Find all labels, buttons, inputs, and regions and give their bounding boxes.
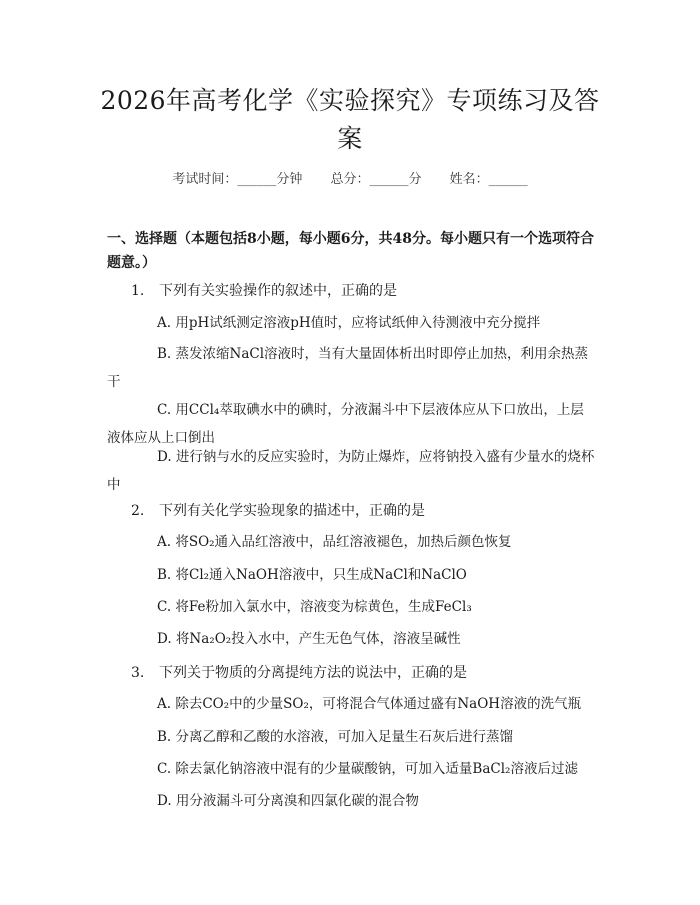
- question-number: 1.: [131, 283, 145, 299]
- question-stem: 下列有关实验操作的叙述中，正确的是: [159, 283, 397, 299]
- total-score-field: 总分：______分: [330, 172, 422, 187]
- question-3-option-d: D. 用分液漏斗可分离溴和四氯化碳的混合物: [157, 793, 419, 809]
- question-1-option-d: D. 进行钠与水的反应实验时，为防止爆炸，应将钠投入盛有少量水的烧杯中: [107, 449, 595, 493]
- question-1-option-c: C. 用CCl₄萃取碘水中的碘时，分液漏斗中下层液体应从下口放出，上层液体应从上口倒出: [107, 402, 584, 446]
- question-3-option-a: A. 除去CO₂中的少量SO₂，可将混合气体通过盛有NaOH溶液的洗气瓶: [157, 696, 582, 712]
- question-number: 3.: [131, 665, 145, 681]
- question-2-option-b: B. 将Cl₂通入NaOH溶液中，只生成NaCl和NaClO: [157, 567, 467, 583]
- question-3: [131, 662, 467, 682]
- question-1-option-a: A. 用pH试纸测定溶液pH值时，应将试纸伸入待测液中充分搅拌: [157, 315, 541, 331]
- student-name-field: 姓名：______: [449, 172, 528, 187]
- question-3-option-b: B. 分离乙醇和乙酸的水溶液，可加入足量生石灰后进行蒸馏: [157, 729, 514, 745]
- question-2-option-c: C. 将Fe粉加入氯水中，溶液变为棕黄色，生成FeCl₃: [157, 599, 472, 615]
- question-1: [131, 280, 397, 300]
- question-1-option-b: B. 蒸发浓缩NaCl溶液时，当有大量固体析出时即停止加热，利用余热蒸干: [107, 346, 589, 390]
- section-heading: 一、选择题（本题包括8小题，每小题6分，共48分。每小题只有一个选项符合题意。）: [107, 231, 594, 271]
- question-2-option-a: A. 将SO₂通入品红溶液中，品红溶液褪色，加热后颜色恢复: [157, 534, 512, 550]
- question-2-option-d: D. 将Na₂O₂投入水中，产生无色气体，溶液呈碱性: [157, 631, 461, 647]
- page-title: 2026年高考化学《实验探究》专项练习及答案: [100, 86, 600, 153]
- question-stem: 下列有关化学实验现象的描述中，正确的是: [159, 503, 425, 519]
- question-number: 2.: [131, 503, 145, 519]
- question-stem: 下列关于物质的分离提纯方法的说法中，正确的是: [159, 665, 467, 681]
- question-2: [131, 500, 425, 520]
- exam-info-line: [0, 168, 700, 187]
- question-3-option-c: C. 除去氯化钠溶液中混有的少量碳酸钠，可加入适量BaCl₂溶液后过滤: [157, 761, 578, 777]
- exam-time-field: 考试时间：______分钟: [172, 172, 303, 187]
